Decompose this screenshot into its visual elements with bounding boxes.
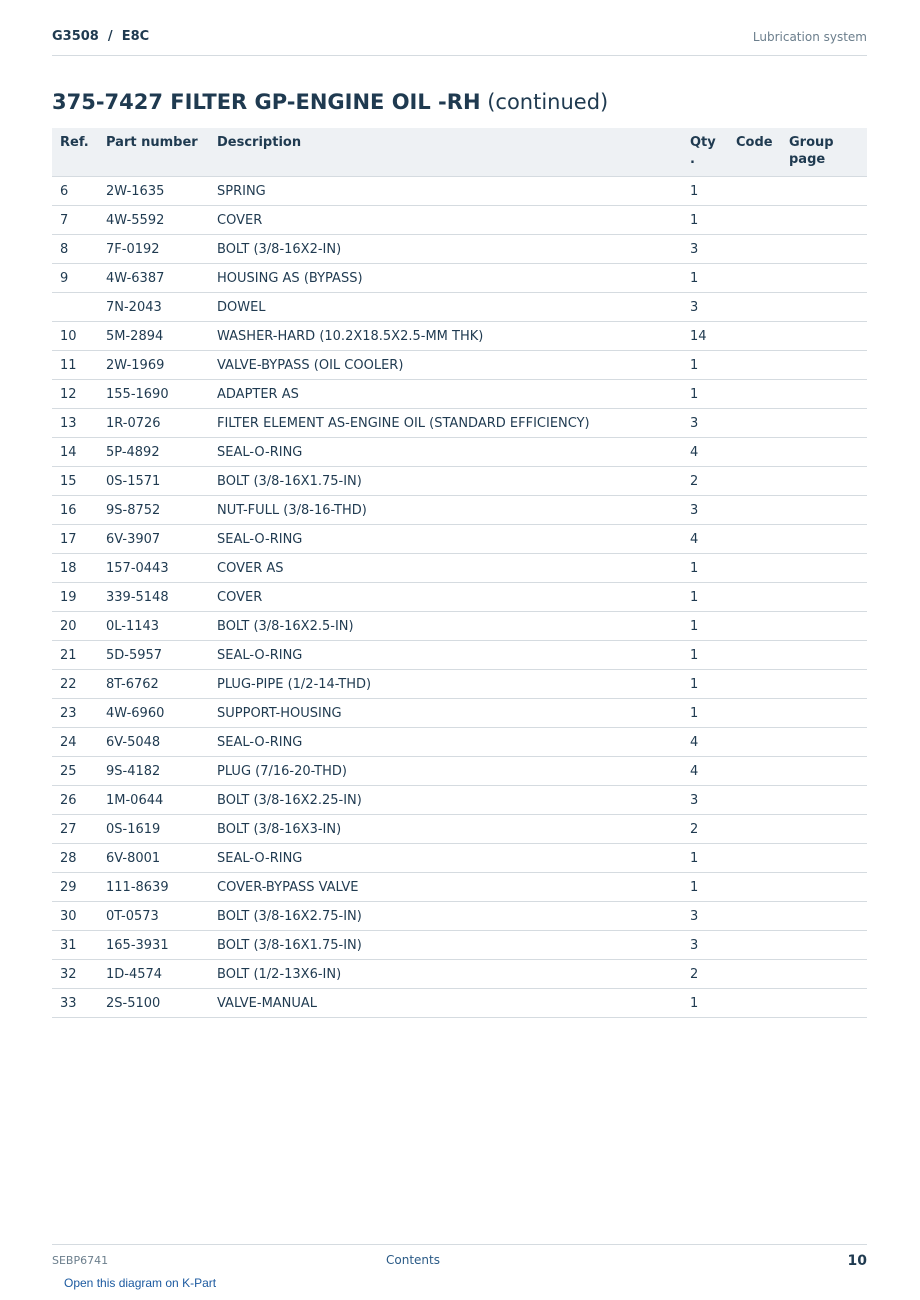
group-page-cell <box>781 177 867 206</box>
description-cell: PLUG (7/16-20-THD) <box>209 757 682 786</box>
qty-cell: 3 <box>682 293 728 322</box>
group-page-cell <box>781 264 867 293</box>
code-cell <box>728 873 781 902</box>
description-cell: BOLT (1/2-13X6-IN) <box>209 960 682 989</box>
ref-cell: 23 <box>52 699 98 728</box>
ref-cell: 12 <box>52 380 98 409</box>
code-cell <box>728 380 781 409</box>
part-number-cell: 9S-8752 <box>98 496 209 525</box>
ref-cell <box>52 293 98 322</box>
code-cell <box>728 786 781 815</box>
code-cell <box>728 902 781 931</box>
part-number-cell: 6V-5048 <box>98 728 209 757</box>
description-cell: SEAL-O-RING <box>209 525 682 554</box>
code-cell <box>728 583 781 612</box>
col-qty-header: Qty . <box>682 128 728 177</box>
table-row <box>52 699 867 728</box>
description-cell: WASHER-HARD (10.2X18.5X2.5-MM THK) <box>209 322 682 351</box>
table-row <box>52 322 867 351</box>
table-row <box>52 815 867 844</box>
group-page-cell <box>781 438 867 467</box>
group-page-cell <box>781 322 867 351</box>
table-row <box>52 728 867 757</box>
ref-cell: 30 <box>52 902 98 931</box>
model-label: G3508 / E8C <box>52 29 150 44</box>
part-number-cell: 5D-5957 <box>98 641 209 670</box>
group-page-cell <box>781 496 867 525</box>
qty-cell: 1 <box>682 844 728 873</box>
part-number-cell: 6V-8001 <box>98 844 209 873</box>
group-page-cell <box>781 931 867 960</box>
qty-cell: 1 <box>682 612 728 641</box>
col-description-header: Description <box>209 128 682 177</box>
table-row <box>52 757 867 786</box>
table-row <box>52 554 867 583</box>
group-page-cell <box>781 757 867 786</box>
ref-cell: 27 <box>52 815 98 844</box>
description-cell: SPRING <box>209 177 682 206</box>
ref-cell: 31 <box>52 931 98 960</box>
page-number: 10 <box>847 1253 867 1269</box>
part-number-cell: 5P-4892 <box>98 438 209 467</box>
qty-cell: 2 <box>682 815 728 844</box>
description-cell: DOWEL <box>209 293 682 322</box>
part-number-cell: 1R-0726 <box>98 409 209 438</box>
ref-cell: 26 <box>52 786 98 815</box>
qty-cell: 2 <box>682 467 728 496</box>
group-page-cell <box>781 351 867 380</box>
group-page-cell <box>781 670 867 699</box>
group-page-cell <box>781 728 867 757</box>
code-cell <box>728 960 781 989</box>
table-row <box>52 902 867 931</box>
ref-cell: 16 <box>52 496 98 525</box>
ref-cell: 20 <box>52 612 98 641</box>
col-code-header: Code <box>728 128 781 177</box>
qty-cell: 4 <box>682 525 728 554</box>
code-cell <box>728 699 781 728</box>
qty-cell: 4 <box>682 438 728 467</box>
table-row <box>52 206 867 235</box>
ref-cell: 24 <box>52 728 98 757</box>
part-number-cell: 6V-3907 <box>98 525 209 554</box>
description-cell: BOLT (3/8-16X1.75-IN) <box>209 931 682 960</box>
group-page-cell <box>781 293 867 322</box>
table-row <box>52 525 867 554</box>
part-number-cell: 9S-4182 <box>98 757 209 786</box>
table-row <box>52 351 867 380</box>
part-number-cell: 2W-1635 <box>98 177 209 206</box>
part-number-cell: 7F-0192 <box>98 235 209 264</box>
code-cell <box>728 844 781 873</box>
description-cell: PLUG-PIPE (1/2-14-THD) <box>209 670 682 699</box>
description-cell: COVER <box>209 206 682 235</box>
table-row <box>52 467 867 496</box>
kpart-diagram-link[interactable]: Open this diagram on K-Part <box>64 1276 217 1290</box>
page-footer <box>52 1244 867 1275</box>
code-cell <box>728 931 781 960</box>
part-number-cell: 2S-5100 <box>98 989 209 1018</box>
code-cell <box>728 206 781 235</box>
code-cell <box>728 438 781 467</box>
ref-cell: 10 <box>52 322 98 351</box>
qty-cell: 1 <box>682 351 728 380</box>
code-cell <box>728 728 781 757</box>
code-cell <box>728 670 781 699</box>
ref-cell: 33 <box>52 989 98 1018</box>
part-number-cell: 4W-6387 <box>98 264 209 293</box>
part-number-cell: 157-0443 <box>98 554 209 583</box>
ref-cell: 21 <box>52 641 98 670</box>
qty-cell: 3 <box>682 786 728 815</box>
part-number-cell: 1M-0644 <box>98 786 209 815</box>
table-row <box>52 293 867 322</box>
qty-cell: 3 <box>682 409 728 438</box>
table-row <box>52 670 867 699</box>
code-cell <box>728 409 781 438</box>
part-number-cell: 165-3931 <box>98 931 209 960</box>
group-page-cell <box>781 815 867 844</box>
ref-cell: 9 <box>52 264 98 293</box>
group-page-cell <box>781 873 867 902</box>
qty-cell: 1 <box>682 177 728 206</box>
group-page-cell <box>781 206 867 235</box>
group-page-cell <box>781 699 867 728</box>
qty-cell: 4 <box>682 728 728 757</box>
qty-cell: 1 <box>682 989 728 1018</box>
table-row <box>52 583 867 612</box>
ref-cell: 22 <box>52 670 98 699</box>
part-number-cell: 111-8639 <box>98 873 209 902</box>
code-cell <box>728 264 781 293</box>
group-page-cell <box>781 380 867 409</box>
group-page-cell <box>781 235 867 264</box>
description-cell: ADAPTER AS <box>209 380 682 409</box>
description-cell: SEAL-O-RING <box>209 641 682 670</box>
part-number-cell: 339-5148 <box>98 583 209 612</box>
ref-cell: 18 <box>52 554 98 583</box>
description-cell: BOLT (3/8-16X1.75-IN) <box>209 467 682 496</box>
part-number-cell: 0L-1143 <box>98 612 209 641</box>
ref-cell: 28 <box>52 844 98 873</box>
parts-table <box>52 128 867 1018</box>
code-cell <box>728 554 781 583</box>
description-cell: SEAL-O-RING <box>209 438 682 467</box>
group-page-cell <box>781 525 867 554</box>
part-number-cell: 0S-1571 <box>98 467 209 496</box>
qty-cell: 1 <box>682 670 728 699</box>
description-cell: SEAL-O-RING <box>209 728 682 757</box>
qty-cell: 4 <box>682 757 728 786</box>
table-row <box>52 438 867 467</box>
table-row <box>52 641 867 670</box>
table-row <box>52 786 867 815</box>
part-number-cell: 4W-6960 <box>98 699 209 728</box>
table-row <box>52 380 867 409</box>
group-page-cell <box>781 612 867 641</box>
part-number-cell: 2W-1969 <box>98 351 209 380</box>
qty-cell: 3 <box>682 496 728 525</box>
code-cell <box>728 989 781 1018</box>
part-number-cell: 155-1690 <box>98 380 209 409</box>
qty-cell: 3 <box>682 902 728 931</box>
description-cell: COVER-BYPASS VALVE <box>209 873 682 902</box>
code-cell <box>728 322 781 351</box>
table-row <box>52 264 867 293</box>
code-cell <box>728 815 781 844</box>
ref-cell: 15 <box>52 467 98 496</box>
document-code: SEBP6741 <box>52 1254 109 1267</box>
page-title <box>52 90 608 114</box>
group-page-cell <box>781 641 867 670</box>
table-row <box>52 177 867 206</box>
description-cell: BOLT (3/8-16X3-IN) <box>209 815 682 844</box>
group-page-cell <box>781 902 867 931</box>
part-number-cell: 5M-2894 <box>98 322 209 351</box>
code-cell <box>728 525 781 554</box>
code-cell <box>728 467 781 496</box>
group-page-cell <box>781 960 867 989</box>
ref-cell: 13 <box>52 409 98 438</box>
ref-cell: 29 <box>52 873 98 902</box>
code-cell <box>728 177 781 206</box>
table-row <box>52 873 867 902</box>
col-group-page-header: Group page <box>781 128 867 177</box>
part-number-cell: 0S-1619 <box>98 815 209 844</box>
description-cell: COVER AS <box>209 554 682 583</box>
qty-cell: 1 <box>682 699 728 728</box>
group-page-cell <box>781 583 867 612</box>
description-cell: VALVE-BYPASS (OIL COOLER) <box>209 351 682 380</box>
ref-cell: 25 <box>52 757 98 786</box>
table-row <box>52 409 867 438</box>
code-cell <box>728 293 781 322</box>
code-cell <box>728 612 781 641</box>
ref-cell: 14 <box>52 438 98 467</box>
contents-link[interactable]: Contents <box>386 1253 440 1267</box>
ref-cell: 32 <box>52 960 98 989</box>
description-cell: BOLT (3/8-16X2.5-IN) <box>209 612 682 641</box>
qty-cell: 1 <box>682 554 728 583</box>
description-cell: BOLT (3/8-16X2-IN) <box>209 235 682 264</box>
description-cell: COVER <box>209 583 682 612</box>
qty-cell: 2 <box>682 960 728 989</box>
ref-cell: 8 <box>52 235 98 264</box>
qty-cell: 1 <box>682 206 728 235</box>
description-cell: VALVE-MANUAL <box>209 989 682 1018</box>
description-cell: BOLT (3/8-16X2.75-IN) <box>209 902 682 931</box>
code-cell <box>728 757 781 786</box>
page-header <box>52 28 867 56</box>
code-cell <box>728 351 781 380</box>
table-row <box>52 235 867 264</box>
part-number-cell: 8T-6762 <box>98 670 209 699</box>
table-row <box>52 931 867 960</box>
ref-cell: 7 <box>52 206 98 235</box>
description-cell: FILTER ELEMENT AS-ENGINE OIL (STANDARD EFFICIENCY) <box>209 409 682 438</box>
table-row <box>52 844 867 873</box>
group-page-cell <box>781 989 867 1018</box>
table-row <box>52 612 867 641</box>
code-cell <box>728 641 781 670</box>
ref-cell: 19 <box>52 583 98 612</box>
code-cell <box>728 235 781 264</box>
title-code: 375-7427 FILTER GP-ENGINE OIL -RH <box>52 90 481 114</box>
qty-cell: 14 <box>682 322 728 351</box>
section-label: Lubrication system <box>752 30 867 44</box>
table-header-row <box>52 128 867 177</box>
description-cell: NUT-FULL (3/8-16-THD) <box>209 496 682 525</box>
part-number-cell: 1D-4574 <box>98 960 209 989</box>
table-row <box>52 989 867 1018</box>
title-suffix: (continued) <box>487 90 609 114</box>
table-row <box>52 496 867 525</box>
qty-cell: 1 <box>682 583 728 612</box>
qty-cell: 1 <box>682 264 728 293</box>
group-page-cell <box>781 554 867 583</box>
group-page-cell <box>781 467 867 496</box>
part-number-cell: 0T-0573 <box>98 902 209 931</box>
description-cell: SUPPORT-HOUSING <box>209 699 682 728</box>
qty-cell: 3 <box>682 235 728 264</box>
ref-cell: 6 <box>52 177 98 206</box>
code-cell <box>728 496 781 525</box>
group-page-cell <box>781 786 867 815</box>
qty-cell: 3 <box>682 931 728 960</box>
part-number-cell: 7N-2043 <box>98 293 209 322</box>
ref-cell: 17 <box>52 525 98 554</box>
table-row <box>52 960 867 989</box>
col-ref-header: Ref. <box>52 128 98 177</box>
group-page-cell <box>781 409 867 438</box>
description-cell: BOLT (3/8-16X2.25-IN) <box>209 786 682 815</box>
group-page-cell <box>781 844 867 873</box>
description-cell: HOUSING AS (BYPASS) <box>209 264 682 293</box>
part-number-cell: 4W-5592 <box>98 206 209 235</box>
description-cell: SEAL-O-RING <box>209 844 682 873</box>
col-part-number-header: Part number <box>98 128 209 177</box>
qty-cell: 1 <box>682 873 728 902</box>
qty-cell: 1 <box>682 641 728 670</box>
qty-cell: 1 <box>682 380 728 409</box>
ref-cell: 11 <box>52 351 98 380</box>
